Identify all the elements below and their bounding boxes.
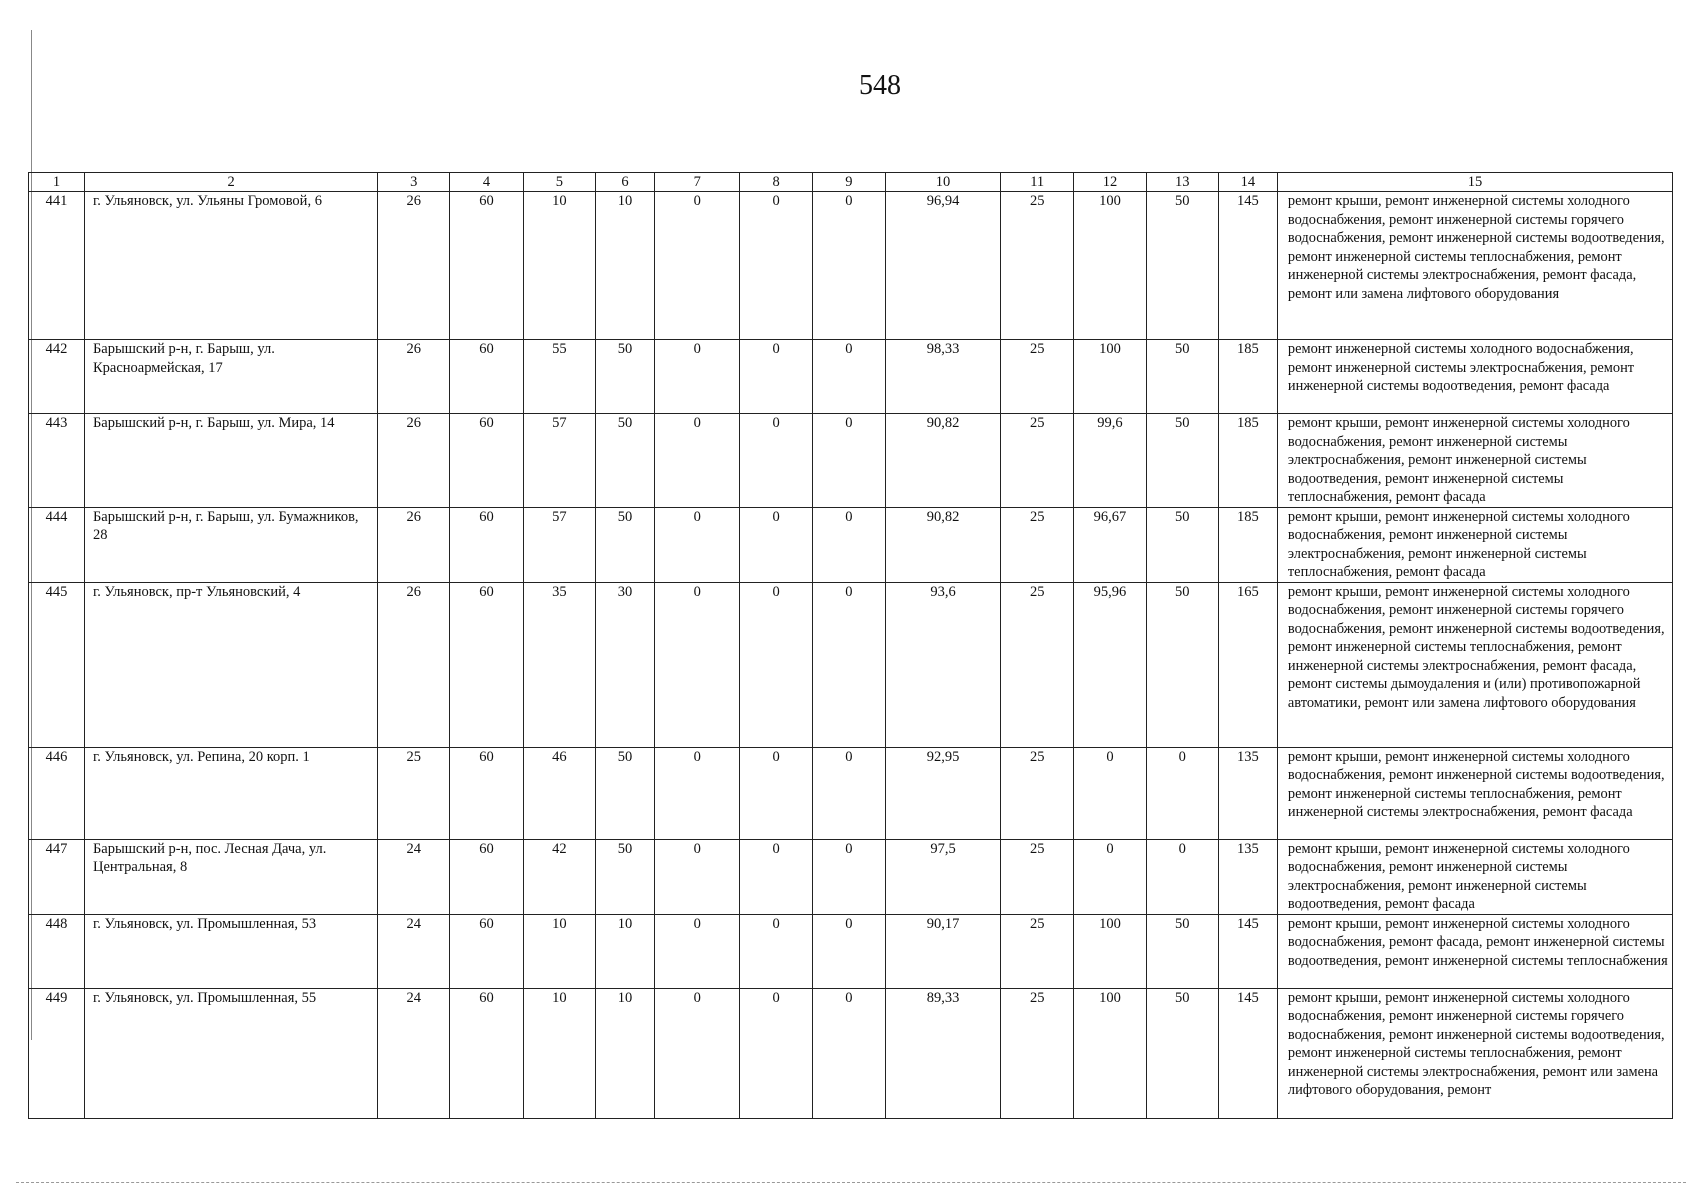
cell-address: г. Ульяновск, ул. Промышленная, 55 — [84, 988, 377, 1118]
cell-col-11: 25 — [1001, 414, 1074, 508]
cell-col-6: 10 — [595, 914, 654, 988]
cell-col-4: 60 — [450, 747, 523, 839]
cell-col-4: 60 — [450, 340, 523, 414]
cell-col-9: 0 — [812, 192, 885, 340]
cell-col-7: 0 — [654, 747, 740, 839]
column-header-2: 2 — [84, 173, 377, 192]
page-number: 548 — [859, 70, 901, 101]
cell-row-number: 443 — [29, 414, 85, 508]
cell-col-5: 10 — [523, 192, 595, 340]
cell-address: г. Ульяновск, ул. Промышленная, 53 — [84, 914, 377, 988]
cell-col-12: 100 — [1074, 914, 1146, 988]
cell-col-6: 10 — [595, 988, 654, 1118]
cell-col-11: 25 — [1001, 914, 1074, 988]
column-header-5: 5 — [523, 173, 595, 192]
column-header-10: 10 — [886, 173, 1001, 192]
cell-col-12: 0 — [1074, 839, 1146, 914]
cell-row-number: 442 — [29, 340, 85, 414]
cell-col-7: 0 — [654, 839, 740, 914]
cell-col-11: 25 — [1001, 582, 1074, 747]
cell-col-12: 96,67 — [1074, 507, 1146, 582]
cell-col-11: 25 — [1001, 507, 1074, 582]
cell-col-4: 60 — [450, 192, 523, 340]
cell-col-14: 145 — [1218, 914, 1277, 988]
cell-col-9: 0 — [812, 340, 885, 414]
cell-address: Барышский р-н, г. Барыш, ул. Красноармейская, 17 — [84, 340, 377, 414]
cell-address: г. Ульяновск, пр-т Ульяновский, 4 — [84, 582, 377, 747]
cell-col-3: 25 — [378, 747, 450, 839]
cell-col-8: 0 — [740, 340, 812, 414]
table-row — [29, 340, 1673, 414]
cell-col-6: 30 — [595, 582, 654, 747]
cell-repair-works: ремонт крыши, ремонт инженерной системы холодного водоснабжения, ремонт инженерной системы водоотведения, ремонт инженерной системы теплоснабжения, ремонт инженерной системы электроснабжения, ремонт фасада — [1277, 747, 1672, 839]
table-row — [29, 414, 1673, 508]
cell-col-3: 26 — [378, 582, 450, 747]
cell-col-5: 57 — [523, 414, 595, 508]
cell-col-9: 0 — [812, 414, 885, 508]
cell-col-3: 24 — [378, 839, 450, 914]
cell-col-6: 50 — [595, 507, 654, 582]
cell-col-14: 185 — [1218, 340, 1277, 414]
cell-col-3: 24 — [378, 988, 450, 1118]
cell-col-10: 97,5 — [886, 839, 1001, 914]
cell-col-12: 95,96 — [1074, 582, 1146, 747]
cell-col-8: 0 — [740, 988, 812, 1118]
cell-col-11: 25 — [1001, 839, 1074, 914]
column-header-7: 7 — [654, 173, 740, 192]
column-header-15: 15 — [1277, 173, 1672, 192]
cell-col-13: 50 — [1146, 414, 1218, 508]
cell-col-4: 60 — [450, 414, 523, 508]
cell-col-9: 0 — [812, 507, 885, 582]
column-header-14: 14 — [1218, 173, 1277, 192]
cell-col-6: 10 — [595, 192, 654, 340]
cell-col-13: 0 — [1146, 747, 1218, 839]
cell-col-14: 185 — [1218, 414, 1277, 508]
table-header — [29, 173, 1673, 192]
cell-repair-works: ремонт крыши, ремонт инженерной системы холодного водоснабжения, ремонт инженерной системы горячего водоснабжения, ремонт инженерной системы водоотведения, ремонт инженерной системы теплоснабжения, ремонт инженерной системы электроснабжения, ремонт или замена лифтового оборудования, ремонт — [1277, 988, 1672, 1118]
cell-col-6: 50 — [595, 340, 654, 414]
cell-repair-works: ремонт крыши, ремонт инженерной системы холодного водоснабжения, ремонт инженерной системы электроснабжения, ремонт инженерной системы теплоснабжения, ремонт фасада — [1277, 507, 1672, 582]
cell-col-8: 0 — [740, 507, 812, 582]
bottom-margin-rule — [16, 1182, 1686, 1183]
cell-col-14: 135 — [1218, 747, 1277, 839]
cell-repair-works: ремонт крыши, ремонт инженерной системы холодного водоснабжения, ремонт инженерной системы горячего водоснабжения, ремонт инженерной системы водоотведения, ремонт инженерной системы теплоснабжения, ремонт инженерной системы электроснабжения, ремонт фасада, ремонт или замена лифтового оборудования — [1277, 192, 1672, 340]
header-row — [29, 173, 1673, 192]
column-header-13: 13 — [1146, 173, 1218, 192]
cell-col-7: 0 — [654, 414, 740, 508]
cell-col-8: 0 — [740, 414, 812, 508]
cell-col-10: 96,94 — [886, 192, 1001, 340]
cell-col-7: 0 — [654, 582, 740, 747]
cell-col-13: 0 — [1146, 839, 1218, 914]
cell-row-number: 444 — [29, 507, 85, 582]
cell-col-10: 90,82 — [886, 507, 1001, 582]
cell-col-11: 25 — [1001, 340, 1074, 414]
table-row — [29, 507, 1673, 582]
column-header-1: 1 — [29, 173, 85, 192]
repair-program-table — [28, 172, 1673, 1119]
column-header-3: 3 — [378, 173, 450, 192]
cell-col-13: 50 — [1146, 914, 1218, 988]
cell-col-12: 100 — [1074, 340, 1146, 414]
cell-address: г. Ульяновск, ул. Ульяны Громовой, 6 — [84, 192, 377, 340]
cell-col-5: 57 — [523, 507, 595, 582]
column-header-12: 12 — [1074, 173, 1146, 192]
column-header-11: 11 — [1001, 173, 1074, 192]
cell-col-8: 0 — [740, 839, 812, 914]
cell-col-7: 0 — [654, 988, 740, 1118]
cell-col-5: 10 — [523, 914, 595, 988]
cell-col-13: 50 — [1146, 988, 1218, 1118]
cell-col-5: 10 — [523, 988, 595, 1118]
cell-col-4: 60 — [450, 914, 523, 988]
cell-col-9: 0 — [812, 914, 885, 988]
cell-repair-works: ремонт инженерной системы холодного водоснабжения, ремонт инженерной системы электроснабжения, ремонт инженерной системы водоотведения, ремонт фасада — [1277, 340, 1672, 414]
cell-col-12: 100 — [1074, 988, 1146, 1118]
column-header-9: 9 — [812, 173, 885, 192]
cell-col-4: 60 — [450, 839, 523, 914]
cell-col-14: 165 — [1218, 582, 1277, 747]
cell-col-12: 99,6 — [1074, 414, 1146, 508]
table-row — [29, 914, 1673, 988]
cell-col-13: 50 — [1146, 192, 1218, 340]
cell-col-8: 0 — [740, 582, 812, 747]
cell-row-number: 449 — [29, 988, 85, 1118]
cell-col-10: 92,95 — [886, 747, 1001, 839]
cell-col-10: 90,17 — [886, 914, 1001, 988]
cell-col-6: 50 — [595, 414, 654, 508]
cell-col-14: 145 — [1218, 988, 1277, 1118]
cell-col-6: 50 — [595, 839, 654, 914]
cell-col-14: 185 — [1218, 507, 1277, 582]
cell-repair-works: ремонт крыши, ремонт инженерной системы холодного водоснабжения, ремонт инженерной системы горячего водоснабжения, ремонт инженерной системы водоотведения, ремонт инженерной системы теплоснабжения, ремонт инженерной системы электроснабжения, ремонт фасада, ремонт системы дымоудаления и (или) противопожарной автоматики, ремонт или замена лифтового оборудования — [1277, 582, 1672, 747]
cell-col-4: 60 — [450, 988, 523, 1118]
cell-col-8: 0 — [740, 914, 812, 988]
cell-col-9: 0 — [812, 988, 885, 1118]
cell-col-8: 0 — [740, 747, 812, 839]
cell-row-number: 448 — [29, 914, 85, 988]
cell-col-11: 25 — [1001, 192, 1074, 340]
cell-col-13: 50 — [1146, 507, 1218, 582]
cell-col-12: 100 — [1074, 192, 1146, 340]
table-row — [29, 988, 1673, 1118]
cell-col-10: 98,33 — [886, 340, 1001, 414]
cell-col-10: 93,6 — [886, 582, 1001, 747]
cell-col-11: 25 — [1001, 747, 1074, 839]
cell-col-3: 26 — [378, 414, 450, 508]
cell-address: Барышский р-н, г. Барыш, ул. Бумажников, 28 — [84, 507, 377, 582]
cell-col-11: 25 — [1001, 988, 1074, 1118]
cell-col-3: 26 — [378, 340, 450, 414]
cell-col-5: 42 — [523, 839, 595, 914]
cell-col-10: 90,82 — [886, 414, 1001, 508]
cell-col-14: 135 — [1218, 839, 1277, 914]
cell-col-5: 55 — [523, 340, 595, 414]
column-header-6: 6 — [595, 173, 654, 192]
table-row — [29, 582, 1673, 747]
cell-col-7: 0 — [654, 192, 740, 340]
cell-col-9: 0 — [812, 747, 885, 839]
cell-col-3: 26 — [378, 192, 450, 340]
cell-col-6: 50 — [595, 747, 654, 839]
cell-col-7: 0 — [654, 507, 740, 582]
cell-col-4: 60 — [450, 507, 523, 582]
cell-col-5: 35 — [523, 582, 595, 747]
table-row — [29, 839, 1673, 914]
cell-row-number: 446 — [29, 747, 85, 839]
cell-col-10: 89,33 — [886, 988, 1001, 1118]
cell-repair-works: ремонт крыши, ремонт инженерной системы холодного водоснабжения, ремонт фасада, ремонт инженерной системы водоотведения, ремонт инженерной системы теплоснабжения — [1277, 914, 1672, 988]
cell-col-9: 0 — [812, 839, 885, 914]
cell-col-5: 46 — [523, 747, 595, 839]
cell-col-7: 0 — [654, 914, 740, 988]
cell-address: г. Ульяновск, ул. Репина, 20 корп. 1 — [84, 747, 377, 839]
cell-col-9: 0 — [812, 582, 885, 747]
cell-address: Барышский р-н, пос. Лесная Дача, ул. Центральная, 8 — [84, 839, 377, 914]
cell-repair-works: ремонт крыши, ремонт инженерной системы холодного водоснабжения, ремонт инженерной системы электроснабжения, ремонт инженерной системы водоотведения, ремонт фасада — [1277, 839, 1672, 914]
column-header-4: 4 — [450, 173, 523, 192]
cell-repair-works: ремонт крыши, ремонт инженерной системы холодного водоснабжения, ремонт инженерной системы электроснабжения, ремонт инженерной системы водоотведения, ремонт инженерной системы теплоснабжения, ремонт фасада — [1277, 414, 1672, 508]
cell-col-3: 24 — [378, 914, 450, 988]
cell-col-3: 26 — [378, 507, 450, 582]
cell-address: Барышский р-н, г. Барыш, ул. Мира, 14 — [84, 414, 377, 508]
cell-col-13: 50 — [1146, 582, 1218, 747]
cell-row-number: 445 — [29, 582, 85, 747]
table-row — [29, 747, 1673, 839]
table-row — [29, 192, 1673, 340]
cell-row-number: 447 — [29, 839, 85, 914]
cell-col-14: 145 — [1218, 192, 1277, 340]
cell-col-12: 0 — [1074, 747, 1146, 839]
cell-row-number: 441 — [29, 192, 85, 340]
cell-col-4: 60 — [450, 582, 523, 747]
cell-col-13: 50 — [1146, 340, 1218, 414]
cell-col-7: 0 — [654, 340, 740, 414]
cell-col-8: 0 — [740, 192, 812, 340]
table-body — [29, 192, 1673, 1119]
column-header-8: 8 — [740, 173, 812, 192]
